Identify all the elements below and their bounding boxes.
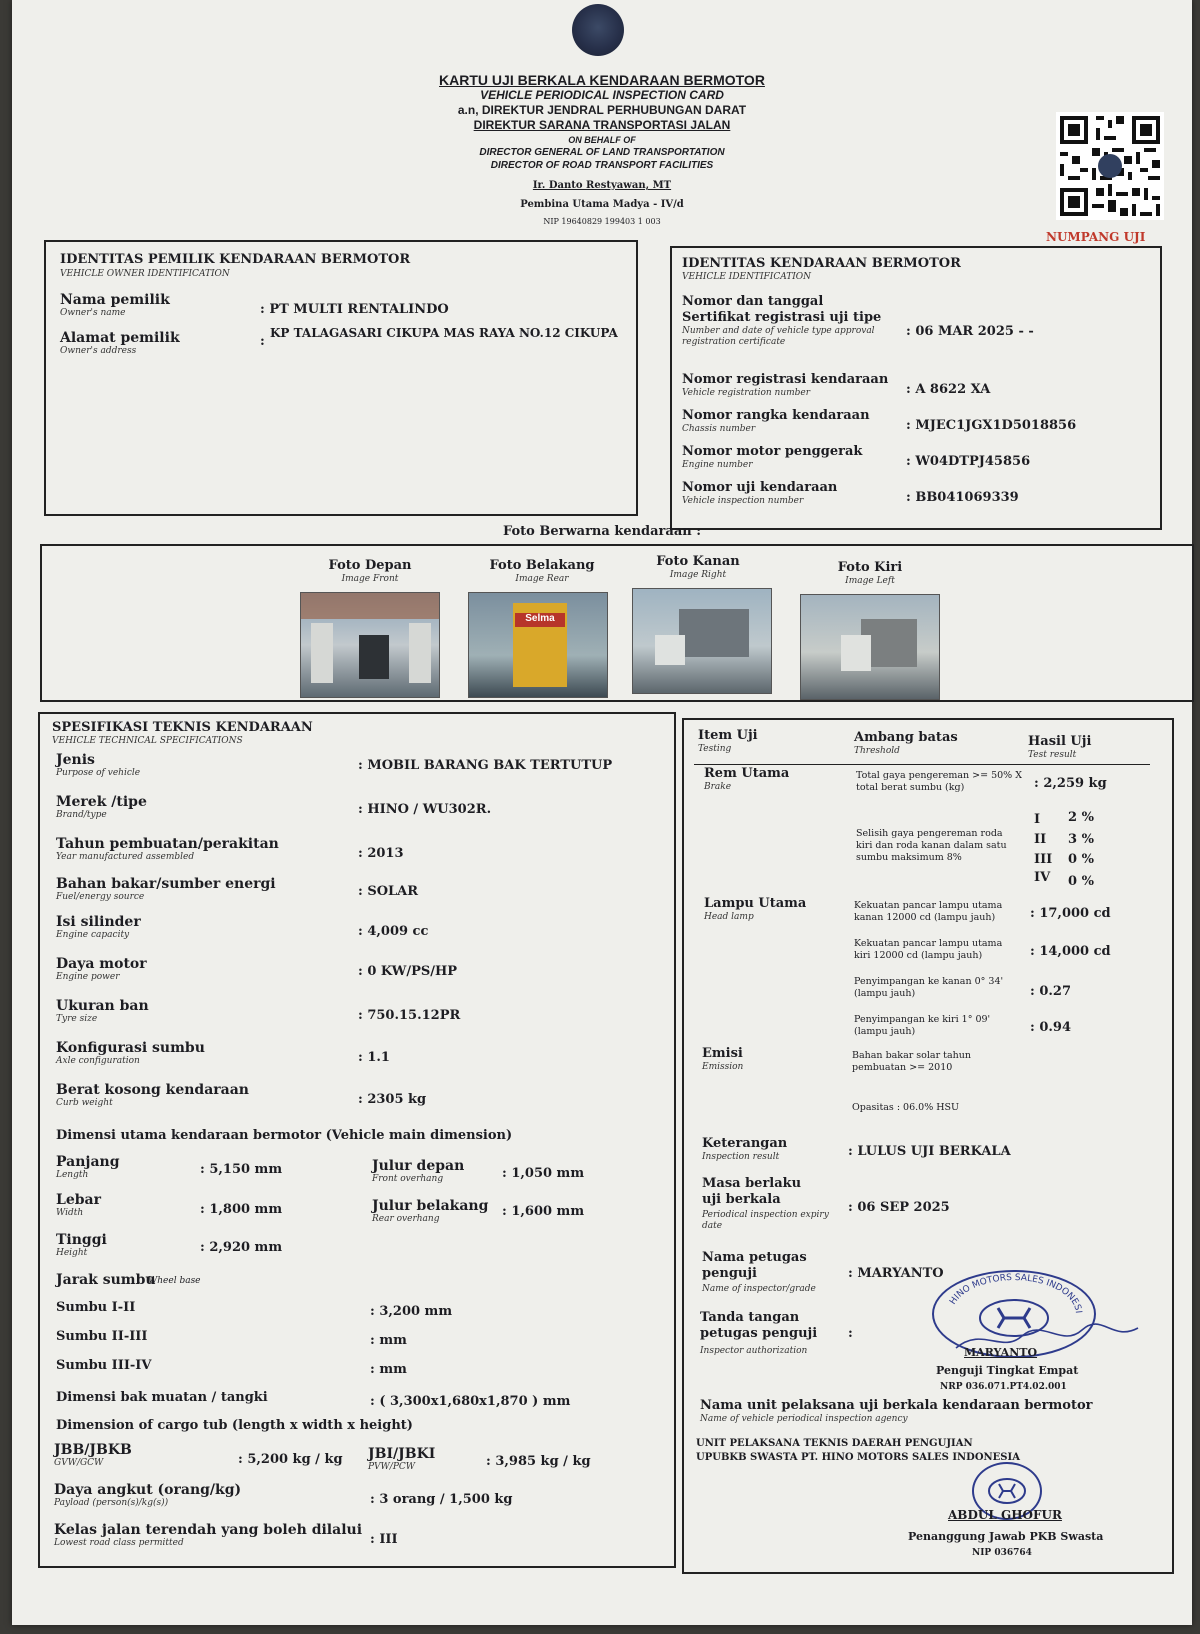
owner-section — [44, 240, 638, 516]
svg-text:HINO MOTORS SALES INDONESIA — [934, 1272, 1083, 1314]
tests-col-result-en: Test result — [1028, 750, 1077, 760]
photos-section — [40, 544, 1194, 702]
photo-front-label: Foto Depan — [328, 558, 412, 573]
vehicle-id-row-value: : MJEC1JGX1D5018856 — [906, 418, 1077, 433]
tests-col-threshold-en: Threshold — [854, 746, 900, 756]
vehicle-id-row — [682, 444, 1152, 471]
photo-left-label-en: Image Left — [845, 576, 895, 586]
brake-diff-threshold: Selisih gaya pengereman roda kiri dan roda kanan dalam satu sumbu maksimum 8% — [856, 828, 1007, 863]
vehicle-id-row-label: Nomor dan tanggal Sertifikat registrasi uji tipe — [682, 294, 882, 325]
spec-row — [56, 876, 419, 903]
spec-row-label-en: Fuel/energy source — [56, 892, 145, 902]
axle-label: Sumbu II-III — [56, 1329, 148, 1344]
spec-row — [56, 836, 404, 863]
header-behalf: ON BEHALF OF — [568, 135, 636, 145]
tests-col-item: Item Uji — [698, 728, 758, 743]
vehicle-id-row-label-en: Engine number — [682, 460, 753, 470]
spec-row-label: Jenis — [56, 752, 95, 768]
spec-row — [56, 1040, 390, 1067]
photo-front — [300, 592, 440, 698]
vehicle-id-row-label: Nomor motor penggerak — [682, 444, 863, 459]
official-rank: Pembina Utama Madya - IV/d — [520, 199, 684, 210]
spec-row-value: : 2013 — [358, 846, 404, 861]
dim-height-value: : 2,920 mm — [200, 1240, 283, 1255]
lamp-label: Lampu Utama — [704, 896, 807, 911]
signer-nrp: NRP 036.071.PT4.02.001 — [940, 1382, 1067, 1392]
dim-rear-overhang-label-en: Rear overhang — [372, 1214, 440, 1224]
lamp-value: : 0.27 — [1030, 984, 1071, 999]
spec-row — [56, 914, 429, 941]
photo-rear-label-en: Image Rear — [515, 574, 569, 584]
axle-diff-value: 0 % — [1068, 852, 1094, 867]
jbi-label-en: PVW/PCW — [368, 1462, 416, 1472]
dim-front-overhang-value: : 1,050 mm — [502, 1166, 585, 1181]
photo-right-label: Foto Kanan — [656, 554, 740, 569]
jbb-label-en: GVW/GCW — [54, 1458, 104, 1468]
spec-row-value: : 750.15.12PR — [358, 1008, 461, 1023]
numpang-uji-label: NUMPANG UJI — [1046, 230, 1146, 244]
spec-row — [56, 794, 492, 821]
header-dir-en: DIRECTOR OF ROAD TRANSPORT FACILITIES — [490, 160, 714, 171]
spec-row-label: Tahun pembuatan/perakitan — [56, 836, 279, 852]
road-class-label: Kelas jalan terendah yang boleh dilalui — [54, 1522, 363, 1538]
emission-threshold: Bahan bakar solar tahun pembuatan >= 2010 — [852, 1050, 971, 1073]
spec-row — [56, 752, 613, 779]
photo-right — [632, 588, 772, 694]
vehicle-id-heading-en: VEHICLE IDENTIFICATION — [682, 272, 812, 282]
vehicle-id-heading: IDENTITAS KENDARAAN BERMOTOR — [682, 256, 961, 271]
unit-line-2: UPUBKB SWASTA PT. HINO MOTORS SALES INDONESIA — [696, 1452, 1020, 1463]
emission-label-en: Emission — [702, 1062, 744, 1072]
axle-value: : 3,200 mm — [370, 1304, 453, 1319]
lamp-threshold: Kekuatan pancar lampu utama kanan 12000 cd (lampu jauh) — [854, 900, 1003, 923]
spec-row-value: : 2305 kg — [358, 1092, 427, 1107]
owner-heading-en: VEHICLE OWNER IDENTIFICATION — [60, 269, 230, 279]
spec-row — [56, 956, 458, 983]
lamp-threshold: Penyimpangan ke kanan 0° 34' (lampu jauh) — [854, 976, 1004, 999]
inspector-label: Nama petugas penguji — [702, 1250, 807, 1281]
dim-width-label-en: Width — [56, 1208, 84, 1218]
spec-row-label: Daya motor — [56, 956, 147, 972]
card-title: KARTU UJI BERKALA KENDARAAN BERMOTOR — [439, 72, 765, 88]
dim-length-value: : 5,150 mm — [200, 1162, 283, 1177]
spec-row-label: Berat kosong kendaraan — [56, 1082, 249, 1098]
spec-row-value: : 4,009 cc — [358, 924, 429, 939]
photo-left — [800, 594, 940, 700]
spec-row-label-en: Axle configuration — [56, 1056, 140, 1066]
lamp-threshold: Kekuatan pancar lampu utama kiri 12000 cd (lampu jauh) — [854, 938, 1003, 961]
wheelbase-heading-en: Wheel base — [148, 1276, 201, 1286]
cargo-label: Dimensi bak muatan / tangki — [56, 1390, 268, 1405]
vehicle-id-row-label-en: Vehicle inspection number — [682, 496, 804, 506]
axle-diff-value: 2 % — [1068, 810, 1094, 825]
owner-address-colon: : — [260, 334, 265, 349]
responsible-title: Penanggung Jawab PKB Swasta — [908, 1530, 1104, 1543]
spec-row-label-en: Engine capacity — [56, 930, 130, 940]
spec-row — [56, 1082, 427, 1109]
axle-diff-name: II — [1034, 832, 1047, 847]
axle-diff-name: I — [1034, 812, 1041, 827]
spec-row-label: Bahan bakar/sumber energi — [56, 876, 276, 892]
official-name: Ir. Danto Restyawan, MT — [532, 180, 672, 191]
photo-rear-sign: Selma — [515, 613, 565, 627]
road-class-value: : III — [370, 1532, 398, 1547]
dim-rear-overhang-label: Julur belakang — [372, 1198, 489, 1214]
spec-row-label-en: Tyre size — [56, 1014, 98, 1024]
signer-name: MARYANTO — [964, 1346, 1038, 1359]
tests-col-threshold: Ambang batas — [854, 730, 958, 745]
axle-diff-value: 0 % — [1068, 874, 1094, 889]
cargo-label-en: Dimension of cargo tub (length x width x height) — [56, 1418, 413, 1433]
spec-row-label-en: Curb weight — [56, 1098, 113, 1108]
spec-row-value: : SOLAR — [358, 884, 419, 899]
payload-value: : 3 orang / 1,500 kg — [370, 1492, 513, 1507]
vehicle-id-row-value: : W04DTPJ45856 — [906, 454, 1031, 469]
brake-threshold: Total gaya pengereman >= 50% X total berat sumbu (kg) — [856, 770, 1022, 793]
spec-row-label-en: Purpose of vehicle — [56, 768, 141, 778]
specs-heading: SPESIFIKASI TEKNIS KENDARAAN — [52, 720, 313, 735]
photo-right-label-en: Image Right — [669, 570, 727, 580]
spec-row-value: : MOBIL BARANG BAK TERTUTUP — [358, 758, 613, 773]
dim-front-overhang-label-en: Front overhang — [372, 1174, 444, 1184]
brake-label-en: Brake — [704, 782, 732, 792]
road-class-label-en: Lowest road class permitted — [54, 1538, 184, 1548]
tests-col-item-en: Testing — [698, 744, 732, 754]
vehicle-id-row-label: Nomor registrasi kendaraan — [682, 372, 889, 387]
vehicle-id-section — [670, 246, 1162, 530]
inspection-card — [12, 0, 1192, 1625]
header-dir: DIREKTUR SARANA TRANSPORTASI JALAN — [473, 118, 731, 132]
wheelbase-heading: Jarak sumbu — [56, 1272, 156, 1288]
responsible-nip: NIP 036764 — [972, 1548, 1032, 1558]
dim-height-label: Tinggi — [56, 1232, 107, 1248]
spec-row-label-en: Brand/type — [56, 810, 107, 820]
owner-name-label: Nama pemilik — [60, 292, 170, 308]
photo-rear-label: Foto Belakang — [489, 558, 595, 573]
header-dg: DIRECTOR GENERAL OF LAND TRANSPORTATION — [479, 147, 725, 158]
axle-value: : mm — [370, 1333, 407, 1348]
vehicle-id-row-label-en: Number and date of vehicle type approval registration certificate — [682, 326, 875, 347]
owner-name-label-en: Owner's name — [60, 308, 126, 318]
spec-row-value: : 1.1 — [358, 1050, 390, 1065]
signature-label-en: Inspector authorization — [700, 1346, 808, 1356]
brake-value: : 2,259 kg — [1034, 776, 1107, 791]
signer-rank: Penguji Tingkat Empat — [936, 1364, 1079, 1377]
qr-code-icon — [1056, 112, 1164, 220]
jbi-value: : 3,985 kg / kg — [486, 1454, 591, 1469]
dim-length-label: Panjang — [56, 1154, 120, 1170]
axle-diff-name: IV — [1034, 870, 1051, 885]
lamp-value: : 14,000 cd — [1030, 944, 1111, 959]
emblem-icon — [572, 4, 624, 56]
spec-row-label: Merek /tipe — [56, 794, 147, 810]
vehicle-id-row-label: Nomor rangka kendaraan — [682, 408, 870, 423]
axle-label: Sumbu I-II — [56, 1300, 136, 1315]
dim-width-label: Lebar — [56, 1192, 101, 1208]
axle-diff-value: 3 % — [1068, 832, 1094, 847]
vehicle-id-row-value: : BB041069339 — [906, 490, 1019, 505]
vehicle-id-row-label-en: Chassis number — [682, 424, 756, 434]
expiry-label-en: Periodical inspection expiry date — [702, 1210, 829, 1231]
vehicle-id-row — [682, 372, 1152, 399]
emission-label: Emisi — [702, 1046, 743, 1061]
expiry-value: : 06 SEP 2025 — [848, 1200, 950, 1215]
vehicle-id-row-value: : A 8622 XA — [906, 382, 991, 397]
axle-diff-name: III — [1034, 852, 1053, 867]
spec-row-label: Konfigurasi sumbu — [56, 1040, 205, 1056]
lamp-threshold: Penyimpangan ke kiri 1° 09' (lampu jauh) — [854, 1014, 991, 1037]
dim-front-overhang-label: Julur depan — [372, 1158, 465, 1174]
photo-left-label: Foto Kiri — [837, 560, 903, 575]
emission-opacity: Opasitas : 06.0% HSU — [852, 1102, 960, 1113]
axle-value: : mm — [370, 1362, 407, 1377]
photo-rear — [468, 592, 608, 698]
cargo-value: : ( 3,300x1,680x1,870 ) mm — [370, 1394, 571, 1409]
vehicle-id-row-label-en: Vehicle registration number — [682, 388, 811, 398]
dim-rear-overhang-value: : 1,600 mm — [502, 1204, 585, 1219]
signature-colon: : — [848, 1326, 853, 1341]
jbb-label: JBB/JBKB — [54, 1442, 132, 1458]
card-title-en: VEHICLE PERIODICAL INSPECTION CARD — [480, 88, 724, 102]
signature-label: Tanda tangan petugas penguji — [700, 1310, 818, 1341]
expiry-label: Masa berlaku uji berkala — [702, 1176, 802, 1207]
spec-row-label-en: Year manufactured assembled — [56, 852, 195, 862]
dimension-heading: Dimensi utama kendaraan bermotor (Vehicle main dimension) — [56, 1128, 513, 1143]
owner-name-value: : PT MULTI RENTALINDO — [260, 302, 449, 317]
spec-row-value: : 0 KW/PS/HP — [358, 964, 458, 979]
brake-label: Rem Utama — [704, 766, 790, 781]
unit-label-en: Name of vehicle periodical inspection agency — [700, 1414, 908, 1424]
spec-row-label: Isi silinder — [56, 914, 141, 930]
vehicle-id-row — [682, 480, 1152, 507]
unit-label: Nama unit pelaksana uji berkala kendaraan bermotor — [700, 1398, 1093, 1413]
spec-row-value: : HINO / WU302R. — [358, 802, 492, 817]
official-nip: NIP 19640829 199403 1 003 — [543, 217, 661, 226]
lamp-value: : 0.94 — [1030, 1020, 1071, 1035]
payload-label: Daya angkut (orang/kg) — [54, 1482, 242, 1498]
spec-row — [56, 998, 461, 1025]
jbb-value: : 5,200 kg / kg — [238, 1452, 343, 1467]
header-an: a.n, DIREKTUR JENDRAL PERHUBUNGAN DARAT — [457, 103, 747, 117]
inspector-value: : MARYANTO — [848, 1266, 944, 1281]
spec-row-label-en: Engine power — [56, 972, 120, 982]
owner-address-value: KP TALAGASARI CIKUPA MAS RAYA NO.12 CIKUPA — [270, 326, 618, 340]
owner-heading: IDENTITAS PEMILIK KENDARAAN BERMOTOR — [60, 252, 411, 267]
photos-heading: Foto Berwarna kendaraan : — [502, 524, 702, 539]
lamp-value: : 17,000 cd — [1030, 906, 1111, 921]
owner-address-label: Alamat pemilik — [60, 330, 180, 346]
vehicle-id-row-label: Nomor uji kendaraan — [682, 480, 838, 495]
vehicle-id-row-value: : 06 MAR 2025 - - — [906, 324, 1034, 339]
dim-width-value: : 1,800 mm — [200, 1202, 283, 1217]
company-stamp-text: HINO MOTORS SALES INDONESI — [948, 1272, 1084, 1314]
dim-length-label-en: Length — [56, 1170, 89, 1180]
responsible-name: ABDUL GHOFUR — [948, 1508, 1062, 1522]
vehicle-id-row — [682, 294, 1152, 348]
unit-line-1: UNIT PELAKSANA TEKNIS DAERAH PENGUJIAN — [696, 1438, 973, 1449]
jbi-label: JBI/JBKI — [368, 1446, 436, 1462]
tests-header-divider — [694, 764, 1150, 765]
dim-height-label-en: Height — [56, 1248, 88, 1258]
result-label-en: Inspection result — [702, 1152, 780, 1162]
inspector-label-en: Name of inspector/grade — [702, 1284, 816, 1294]
vehicle-id-row — [682, 408, 1152, 435]
spec-row-label: Ukuran ban — [56, 998, 149, 1014]
payload-label-en: Payload (person(s)/kg(s)) — [54, 1498, 169, 1508]
result-value: : LULUS UJI BERKALA — [848, 1144, 1011, 1159]
specs-heading-en: VEHICLE TECHNICAL SPECIFICATIONS — [52, 736, 243, 746]
lamp-label-en: Head lamp — [704, 912, 754, 922]
axle-label: Sumbu III-IV — [56, 1358, 152, 1373]
result-label: Keterangan — [702, 1136, 788, 1151]
photo-front-label-en: Image Front — [341, 574, 399, 584]
owner-address-label-en: Owner's address — [60, 346, 137, 356]
tests-col-result: Hasil Uji — [1028, 734, 1092, 749]
